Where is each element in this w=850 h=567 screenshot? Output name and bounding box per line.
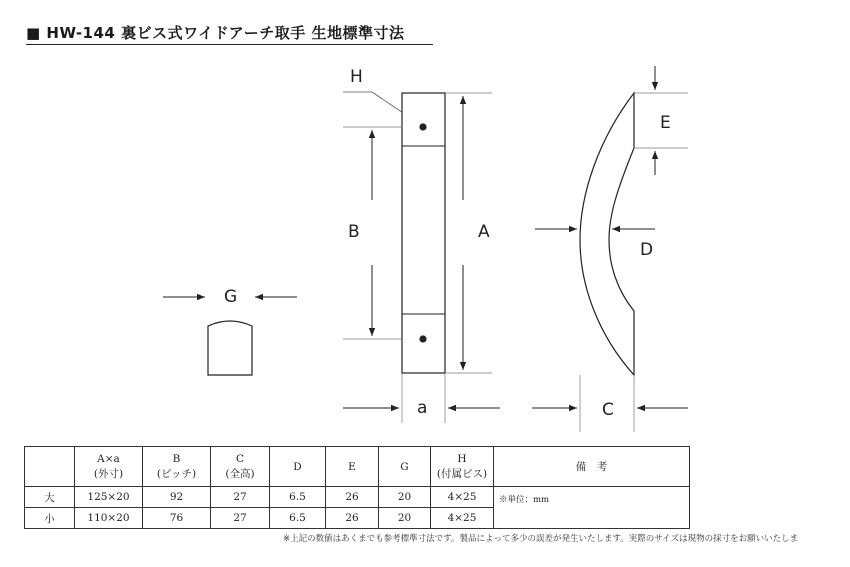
label-b: B [348,222,360,242]
header-c: C (全高) [211,447,270,487]
cell-size: 大 [25,487,75,508]
cross-section-view [163,287,297,375]
cell-axa: 125×20 [75,487,143,508]
cell-g: 20 [379,487,431,508]
table-row [25,487,690,508]
label-a-upper: A [478,222,490,242]
cell-b: 92 [143,487,211,508]
cell-c: 27 [211,487,270,508]
cell-b: 76 [143,508,211,529]
handle-side-profile [580,93,634,375]
screw-hole-bottom [419,335,426,342]
cell-h: 4×25 [431,487,494,508]
header-h: H (付属ビス) [431,447,494,487]
cell-axa: 110×20 [75,508,143,529]
header-remarks: 備 考 [494,447,690,487]
label-h: H [350,67,363,87]
cell-remarks: ※単位：mm [494,487,690,529]
header-b: B (ピッチ) [143,447,211,487]
header-size [25,447,75,487]
screw-hole-top [419,123,426,130]
front-view [343,67,500,423]
label-e: E [660,113,671,133]
label-a-lower: a [417,398,428,418]
label-g: G [224,287,238,307]
header-axa: A×a (外寸) [75,447,143,487]
header-d: D [270,447,326,487]
cross-section-shape [208,321,252,375]
header-e: E [326,447,379,487]
page-title: ■ HW-144 裏ビス式ワイドアーチ取手 生地標準寸法 [26,24,405,42]
cell-d: 6.5 [270,487,326,508]
cell-g: 20 [379,508,431,529]
cell-h: 4×25 [431,508,494,529]
footnote: ※上記の数値はあくまでも参考標準寸法です。製品によって多少の誤差が発生いたします。実際のサイズは現物の採寸をお願いいたしま [283,534,799,544]
header-g: G [379,447,431,487]
dimension-table [24,446,690,529]
handle-body [402,93,445,373]
cell-c: 27 [211,508,270,529]
side-view [532,66,688,432]
cell-e: 26 [326,487,379,508]
cell-d: 6.5 [270,508,326,529]
table-header-row [25,447,690,487]
cell-e: 26 [326,508,379,529]
label-c: C [602,400,614,420]
cell-size: 小 [25,508,75,529]
label-d: D [640,240,654,260]
